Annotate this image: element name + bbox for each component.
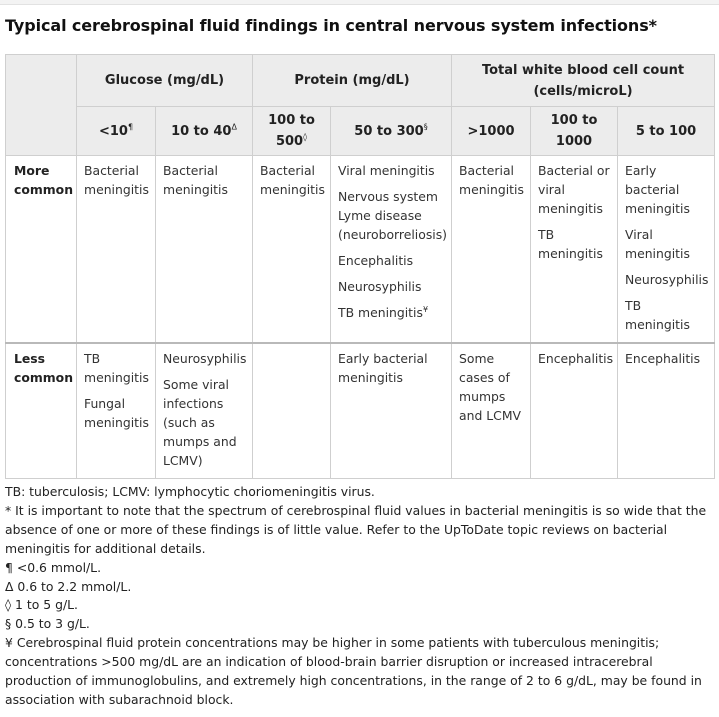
list-item: Bacterial meningitis bbox=[459, 163, 524, 197]
footnote-diamond: ◊ 1 to 5 g/L. bbox=[5, 597, 78, 613]
footnotes bbox=[5, 483, 711, 710]
list-item: Encephalitis bbox=[625, 351, 701, 366]
cell-less-protein-100-500 bbox=[253, 343, 331, 479]
wbc-range-100-1000-header: 100 to 1000 bbox=[531, 107, 618, 156]
footnote-delta: Δ 0.6 to 2.2 mmol/L. bbox=[5, 578, 132, 594]
row-label-less-common: Less common bbox=[6, 343, 77, 479]
cell-less-glucose-10-40 bbox=[156, 343, 253, 479]
cell-more-glucose-10-40 bbox=[156, 156, 253, 344]
footnote-section: § 0.5 to 3 g/L. bbox=[5, 616, 90, 632]
list-item: Bacterial meningitis bbox=[260, 163, 325, 197]
cell-more-glucose-lt10 bbox=[77, 156, 156, 344]
glucose-range-10-40-header: 10 to $40^\Delta$ bbox=[156, 107, 253, 156]
wbc-range-5-100-header: 5 to 100 bbox=[618, 107, 715, 156]
cell-more-wbc-5-100 bbox=[618, 156, 715, 344]
cell-less-protein-50-300 bbox=[331, 343, 452, 479]
list-item: Bacterial meningitis bbox=[84, 163, 149, 197]
table-row-more-common bbox=[6, 156, 715, 344]
glucose-range-lt10-header: <10¶ bbox=[77, 107, 156, 156]
protein-range-50-300-header: 50 to 300§ bbox=[331, 107, 452, 156]
list-item: Viral meningitis bbox=[338, 163, 435, 178]
csf-findings-table bbox=[5, 54, 715, 479]
list-item: TB meningitis bbox=[84, 351, 149, 385]
footnote-yen: ¥ Cerebrospinal fluid protein concentrations may be higher in some patients with tuberculous meningitis; concentrations >500 mg/dL are an indication of blood-brain barrier disruption or increased intracerebral production of immunoglobulins, and extremely high concentrations, in the range of 2 to 6 g/dL, may be found in association with subarachnoid block. bbox=[5, 635, 702, 707]
table-row-less-common bbox=[6, 343, 715, 479]
protein-group-header: Protein (mg/dL) bbox=[253, 55, 452, 107]
list-item: TB meningitis bbox=[538, 227, 603, 261]
cell-less-wbc-5-100 bbox=[618, 343, 715, 479]
list-item: Neurosyphilis bbox=[163, 351, 247, 366]
header-row-ranges bbox=[6, 107, 715, 156]
cell-less-wbc-gt1000 bbox=[452, 343, 531, 479]
footnote-asterisk: * It is important to note that the spectrum of cerebrospinal fluid values in bacterial meningitis is so wide that the absence of one or more of these findings is of little value. Refer to the UpToDate topic reviews on bacterial meningitis for additional details. bbox=[5, 502, 707, 556]
footnote-pilcrow: ¶ <0.6 mmol/L. bbox=[5, 559, 102, 575]
cell-less-glucose-lt10 bbox=[77, 343, 156, 479]
list-item: TB meningitis¥ bbox=[338, 304, 429, 320]
list-item: Some cases of mumps and LCMV bbox=[459, 351, 521, 423]
glucose-group-header: Glucose (mg/dL) bbox=[77, 55, 253, 107]
header-row-groups bbox=[6, 55, 715, 107]
list-item: Early bacterial meningitis bbox=[625, 163, 690, 216]
list-item: TB meningitis bbox=[625, 298, 690, 332]
wbc-range-gt1000-header: >1000 bbox=[452, 107, 531, 156]
list-item: Bacterial or viral meningitis bbox=[538, 163, 610, 216]
list-item: Nervous system Lyme disease (neuroborreliosis) bbox=[338, 189, 448, 242]
cell-more-wbc-100-1000 bbox=[531, 156, 618, 344]
list-item: Neurosyphilis bbox=[625, 272, 709, 287]
page-title: Typical cerebrospinal fluid findings in central nervous system infections* bbox=[5, 16, 657, 35]
list-item: Bacterial meningitis bbox=[163, 163, 228, 197]
row-label-more-common: More common bbox=[6, 156, 77, 344]
list-item: Encephalitis bbox=[338, 253, 414, 268]
footnote-abbreviations: TB: tuberculosis; LCMV: lymphocytic choriomeningitis virus. bbox=[5, 484, 375, 499]
list-item: Encephalitis bbox=[538, 351, 614, 366]
cell-less-wbc-100-1000 bbox=[531, 343, 618, 479]
list-item: Fungal meningitis bbox=[84, 396, 149, 430]
list-item: Early bacterial meningitis bbox=[338, 351, 428, 385]
protein-range-100-500-header: 100 to 500◊ bbox=[253, 107, 331, 156]
cell-more-protein-100-500 bbox=[253, 156, 331, 344]
list-item: Viral meningitis bbox=[625, 227, 690, 261]
cell-more-wbc-gt1000 bbox=[452, 156, 531, 344]
cell-more-protein-50-300 bbox=[331, 156, 452, 344]
wbc-group-header: Total white blood cell count (cells/microL) bbox=[452, 55, 715, 107]
list-item: Neurosyphilis bbox=[338, 279, 422, 294]
top-divider bbox=[0, 0, 719, 5]
corner-header-cell bbox=[6, 55, 77, 156]
list-item: Some viral infections (such as mumps and LCMV) bbox=[163, 377, 237, 468]
